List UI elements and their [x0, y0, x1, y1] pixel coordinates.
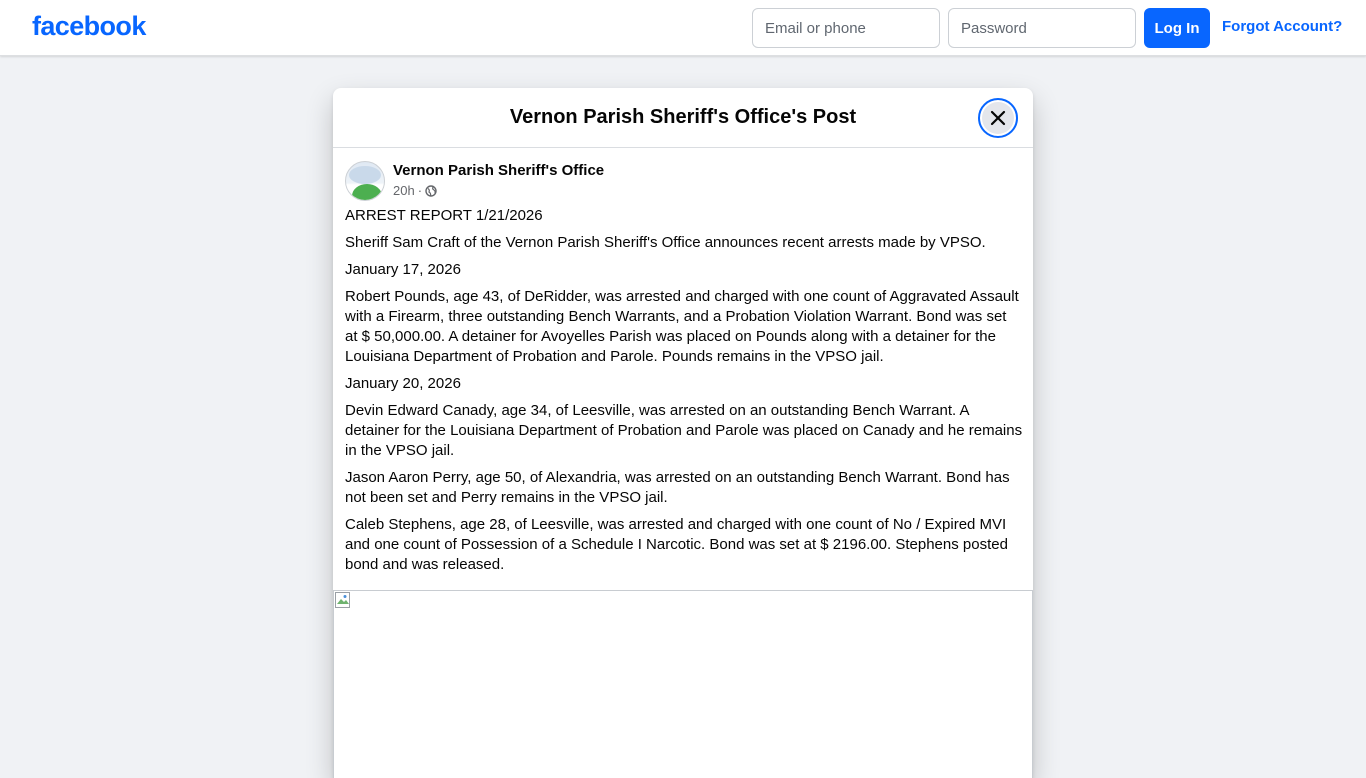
- email-field[interactable]: [752, 8, 940, 48]
- post-paragraph: Robert Pounds, age 43, of DeRidder, was arrested and charged with one count of Aggravated Assault with a Firearm, three outstanding Bench Warrants, and a Probation Violation Warrant. Bond was set at $ 50,000.00. A detainer for Avoyelles Parish was placed on Pounds along with a detainer for the Louisiana Department of Probation and Parole. Pounds remains in the VPSO jail.: [345, 288, 1019, 365]
- avatar[interactable]: [345, 161, 385, 201]
- globe-icon: [425, 185, 437, 197]
- broken-image-icon: [335, 592, 351, 608]
- post-paragraph: January 20, 2026: [345, 375, 461, 392]
- facebook-logo[interactable]: facebook: [32, 11, 146, 41]
- post-paragraph: Jason Aaron Perry, age 50, of Alexandria, was arrested on an outstanding Bench Warrant. Bond has not been set and Perry remains in the VPSO jail.: [345, 469, 1010, 506]
- post-paragraph: Sheriff Sam Craft of the Vernon Parish Sheriff's Office announces recent arrests made by VPSO.: [345, 234, 986, 251]
- top-navigation-bar: [0, 0, 1366, 56]
- password-field[interactable]: [948, 8, 1136, 48]
- login-button[interactable]: Log In: [1144, 8, 1210, 48]
- meta-separator: ·: [417, 183, 423, 198]
- close-button[interactable]: [978, 98, 1018, 138]
- post-text: [345, 206, 1023, 582]
- close-icon: [990, 110, 1006, 126]
- post-meta: [393, 183, 437, 198]
- post-image[interactable]: [333, 590, 1033, 778]
- post-timestamp[interactable]: 20h: [393, 183, 415, 198]
- dialog-title: Vernon Parish Sheriff's Office's Post: [509, 106, 857, 128]
- forgot-account-link[interactable]: Forgot Account?: [1222, 18, 1343, 35]
- avatar-grass: [352, 184, 382, 201]
- post-paragraph: Caleb Stephens, age 28, of Leesville, was arrested and charged with one count of No / Expired MVI and one count of Possession of a Schedule I Narcotic. Bond was set at $ 2196.00. Stephens posted bond and was released.: [345, 516, 1008, 573]
- avatar-sky: [349, 166, 381, 184]
- post-author-name[interactable]: Vernon Parish Sheriff's Office: [393, 162, 605, 179]
- post-paragraph: ARREST REPORT 1/21/2026: [345, 207, 543, 224]
- post-paragraph: Devin Edward Canady, age 34, of Leesville, was arrested on an outstanding Bench Warrant. A detainer for the Louisiana Department of Probation and Parole was placed on Canady and he remains in the VPSO jail.: [345, 402, 1023, 459]
- post-dialog: [333, 88, 1033, 778]
- dialog-header: [333, 88, 1033, 148]
- post-paragraph: January 17, 2026: [345, 261, 461, 278]
